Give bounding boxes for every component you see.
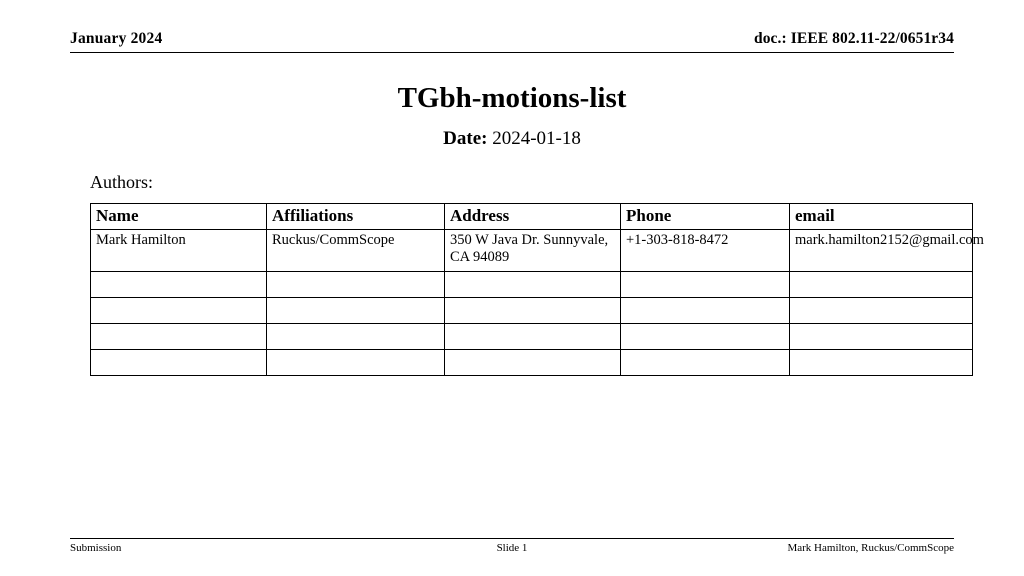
cell-email [790,324,973,350]
cell-affiliations [267,324,445,350]
cell-phone [621,350,790,376]
cell-address [445,298,621,324]
authors-label: Authors: [90,172,153,192]
cell-address [445,272,621,298]
cell-affiliations [267,350,445,376]
cell-email: mark.hamilton2152@gmail.com [790,230,973,272]
table-row [91,350,973,376]
column-header-address: Address [445,204,621,230]
cell-phone: +1-303-818-8472 [621,230,790,272]
slide-date [0,128,1024,150]
table-row [91,230,973,272]
cell-email [790,350,973,376]
header-date: January 2024 [70,30,163,47]
column-header-name: Name [91,204,267,230]
column-header-phone: Phone [621,204,790,230]
date-value: 2024-01-18 [492,128,581,149]
column-header-affiliations: Affiliations [267,204,445,230]
cell-affiliations [267,272,445,298]
cell-name: Mark Hamilton [91,230,267,272]
slide-footer [70,538,954,554]
cell-email [790,272,973,298]
cell-affiliations [267,298,445,324]
cell-address [445,324,621,350]
cell-name [91,298,267,324]
table-row [91,324,973,350]
date-label: Date: [443,128,488,149]
cell-name [91,350,267,376]
table-row [91,272,973,298]
footer-submission: Submission [70,542,122,554]
footer-slide-number: Slide 1 [496,542,528,554]
authors-table [90,203,984,376]
slide-header [70,30,954,53]
cell-address [445,350,621,376]
cell-email [790,298,973,324]
table-header-row [91,204,973,230]
cell-phone [621,298,790,324]
cell-name [91,324,267,350]
cell-affiliations: Ruckus/CommScope [267,230,445,272]
cell-name [91,272,267,298]
footer-author: Mark Hamilton, Ruckus/CommScope [787,542,954,554]
cell-phone [621,324,790,350]
table-row [91,298,973,324]
cell-address: 350 W Java Dr. Sunnyvale, CA 94089 [445,230,621,272]
column-header-email: email [790,204,973,230]
cell-phone [621,272,790,298]
header-doc-number: doc.: IEEE 802.11-22/0651r34 [753,30,954,47]
page-title: TGbh-motions-list [397,82,627,114]
